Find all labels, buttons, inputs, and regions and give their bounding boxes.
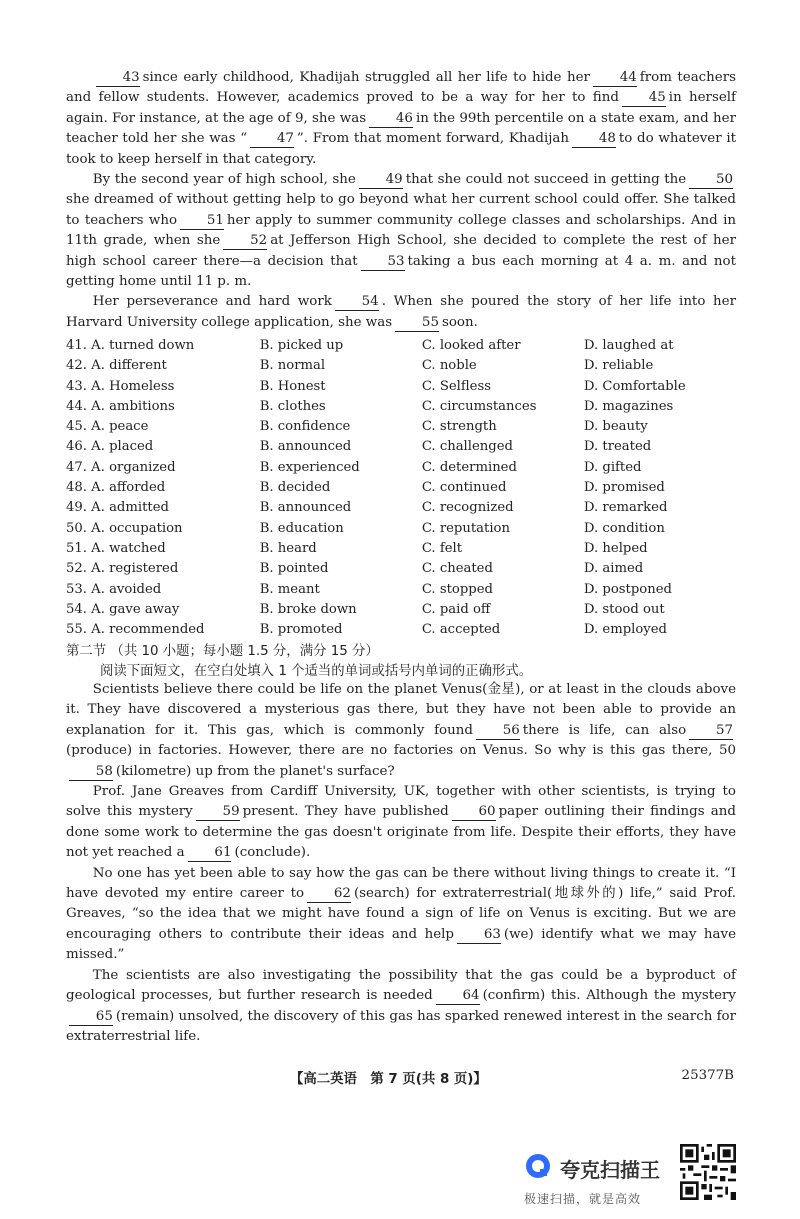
blank-44: 44 — [593, 70, 637, 87]
option-choice: 52. A. registered — [66, 561, 179, 577]
option-choice: B. confidence — [259, 419, 351, 435]
blank-47: 47 — [250, 131, 294, 148]
option-choice: C. paid off — [421, 601, 491, 617]
scanner-slogan: 极速扫描，就是高效 — [524, 1192, 642, 1206]
page-number-label: 【高二英语 第 7 页(共 8 页)】 — [290, 1072, 487, 1087]
blank-53: 53 — [361, 254, 405, 271]
option-row — [66, 580, 746, 600]
blank-51: 51 — [180, 213, 224, 230]
blank-61: 61 — [188, 845, 232, 862]
option-choice: C. stopped — [421, 581, 493, 597]
option-choice: C. cheated — [421, 561, 493, 577]
option-choice: C. strength — [421, 419, 497, 435]
option-choice: C. circumstances — [421, 398, 537, 414]
option-choice: D. postponed — [583, 581, 672, 597]
page-footer — [0, 1068, 800, 1090]
option-row — [66, 356, 746, 376]
blank-43: 43 — [96, 70, 140, 87]
option-choice: D. laughed at — [583, 338, 674, 353]
option-choice: D. reliable — [583, 358, 654, 374]
blank-64: 64 — [436, 988, 480, 1005]
option-choice: B. announced — [259, 439, 352, 455]
blank-55: 55 — [395, 315, 439, 332]
section-instruction: 阅读下面短文，在空白处填入 1 个适当的单词或括号内单词的正确形式。 — [100, 664, 533, 679]
section-heading: 第二节 （共 10 小题；每小题 1.5 分，满分 15 分） — [66, 644, 379, 659]
scanner-watermark — [524, 1148, 674, 1208]
option-choice: 45. A. peace — [66, 419, 149, 435]
option-choice: C. accepted — [421, 622, 501, 638]
blank-63: 63 — [457, 927, 501, 944]
option-row — [66, 397, 746, 417]
blank-57: 57 — [689, 723, 733, 740]
option-row — [66, 336, 746, 356]
option-choice: 49. A. admitted — [66, 500, 169, 516]
quark-logo-icon — [524, 1152, 552, 1180]
option-choice: 41. A. turned down — [66, 338, 195, 353]
blank-52: 52 — [223, 233, 267, 250]
cloze-passage — [66, 68, 736, 333]
blank-54: 54 — [335, 294, 379, 311]
option-choice: B. promoted — [259, 622, 343, 638]
option-choice: D. condition — [583, 520, 665, 536]
blank-60: 60 — [452, 804, 496, 821]
option-choice: C. reputation — [421, 520, 510, 536]
blank-65: 65 — [69, 1009, 113, 1026]
option-choice: C. felt — [421, 540, 463, 556]
blank-45: 45 — [622, 90, 666, 107]
option-row — [66, 478, 746, 498]
answer-options — [66, 336, 746, 640]
option-choice: 55. A. recommended — [66, 622, 205, 638]
option-choice: D. gifted — [583, 459, 642, 475]
option-choice: C. continued — [421, 480, 507, 496]
option-choice: B. pointed — [259, 561, 329, 577]
passage2-paragraph-3: No one has yet been able to say how the gas can be there without living things to create it. “I have devoted my entire career to 62 (search) for extraterrestrial(地球外的) life,” said Prof. Greaves, “so the idea that we might have found a sign of life on Venus is exciting. But we are encouraging others to contribute their ideas and help 63 (we) identify what we may have missed.” — [66, 865, 736, 963]
passage2-paragraph-4: The scientists are also investigating the possibility that the gas could be a byproduct of geological processes, but further research is needed 64 (confirm) this. Although the mystery65 (remain) unsolved, the discovery of this gas has sparked renewed interest in the search for extraterrestrial life. — [66, 967, 736, 1044]
blank-62: 62 — [307, 886, 351, 903]
option-choice: 42. A. different — [66, 358, 167, 374]
option-choice: C. recognized — [421, 500, 514, 516]
option-choice: D. aimed — [583, 561, 644, 577]
option-choice: D. Comfortable — [583, 378, 686, 394]
option-choice: C. looked after — [421, 338, 521, 353]
option-choice: 54. A. gave away — [66, 601, 180, 617]
option-choice: D. beauty — [583, 419, 648, 435]
option-choice: B. heard — [259, 540, 317, 556]
grammar-fill-passage — [66, 680, 736, 1047]
option-choice: B. announced — [259, 500, 352, 516]
option-choice: B. clothes — [259, 398, 326, 414]
scanner-brand-name: 夸克扫描王 — [560, 1158, 660, 1182]
option-row — [66, 620, 746, 640]
option-choice: 53. A. avoided — [66, 581, 162, 597]
option-choice: D. helped — [583, 540, 648, 556]
blank-49: 49 — [359, 172, 403, 189]
blank-56: 56 — [476, 723, 520, 740]
option-choice: D. magazines — [583, 398, 674, 414]
option-choice: B. normal — [259, 358, 326, 374]
option-choice: 50. A. occupation — [66, 520, 183, 536]
option-choice: B. decided — [259, 480, 331, 496]
exam-code: 25377B — [681, 1068, 734, 1083]
option-choice: 46. A. placed — [66, 439, 154, 455]
blank-48: 48 — [572, 131, 616, 148]
option-choice: B. picked up — [259, 338, 344, 353]
option-row — [66, 437, 746, 457]
option-choice: C. determined — [421, 459, 517, 475]
option-choice: D. employed — [583, 622, 667, 638]
blank-46: 46 — [369, 111, 413, 128]
option-choice: D. treated — [583, 439, 652, 455]
option-row — [66, 519, 746, 539]
option-choice: C. noble — [421, 358, 477, 374]
option-choice: 44. A. ambitions — [66, 398, 175, 414]
option-row — [66, 458, 746, 478]
option-row — [66, 559, 746, 579]
option-choice: B. Honest — [259, 378, 326, 394]
option-choice: 48. A. afforded — [66, 480, 166, 496]
blank-59: 59 — [196, 804, 240, 821]
option-choice: D. stood out — [583, 601, 665, 617]
blank-58: 58 — [69, 764, 113, 781]
option-choice: 43. A. Homeless — [66, 378, 175, 394]
passage-paragraph-3: Her perseverance and hard work 54 . When she poured the story of her life into her Harvard University college application, she was 55 soon. — [66, 294, 736, 330]
option-row — [66, 498, 746, 518]
option-choice: D. promised — [583, 480, 665, 496]
option-choice: 47. A. organized — [66, 459, 176, 475]
passage2-paragraph-2: Prof. Jane Greaves from Cardiff University, UK, together with other scientists, is trying to solve this mystery 59 present. They have published 60 paper outlining their findings and done some work to determine the gas doesn't originate from life. Despite their efforts, they have not yet reached a 61 (conclude). — [66, 784, 736, 861]
option-row — [66, 600, 746, 620]
passage-paragraph-2: By the second year of high school, she 49 that she could not succeed in getting the 50she dreamed of without getting help to go beyond what her current school could offer. She talked to teachers who 51 her apply to summer community college classes and scholarships. And in 11th grade, when she 52 at Jefferson High School, she decided to complete the rest of her high school career there—a decision that 53 taking a bus each morning at 4 a. m. and not getting home until 11 p. m. — [66, 172, 737, 290]
option-choice: B. broke down — [259, 601, 357, 617]
qr-code-icon — [680, 1144, 736, 1200]
option-choice: B. experienced — [259, 459, 360, 475]
option-choice: C. challenged — [421, 439, 513, 455]
option-row — [66, 377, 746, 397]
passage-paragraph-1: 43 since early childhood, Khadijah struggled all her life to hide her 44 from teachers and fellow students. However, academics proved to be a way for her to find 45 in herself again. For instance, at the age of 9, she was 46 in the 99th percentile on a state exam, and her teacher told her she was “ 47 ”. From that moment forward, Khadijah 48 to do whatever it took to keep herself in that category. — [66, 70, 737, 167]
option-choice: 51. A. watched — [66, 540, 166, 556]
option-row — [66, 539, 746, 559]
option-choice: B. education — [259, 520, 344, 536]
blank-50: 50 — [689, 172, 733, 189]
option-row — [66, 417, 746, 437]
option-choice: B. meant — [259, 581, 320, 597]
passage2-paragraph-1: Scientists believe there could be life on the planet Venus(金星), or at least in the clouds above it. They have discovered a mysterious gas there, but they have not been able to provide an explanation for it. This gas, which is commonly found 56 there is life, can also 57(produce) in factories. However, there are no factories on Venus. So why is this gas there, 5058 (kilometre) up from the planet's surface? — [66, 682, 736, 779]
option-choice: D. remarked — [583, 500, 668, 516]
option-choice: C. Selfless — [421, 378, 492, 394]
